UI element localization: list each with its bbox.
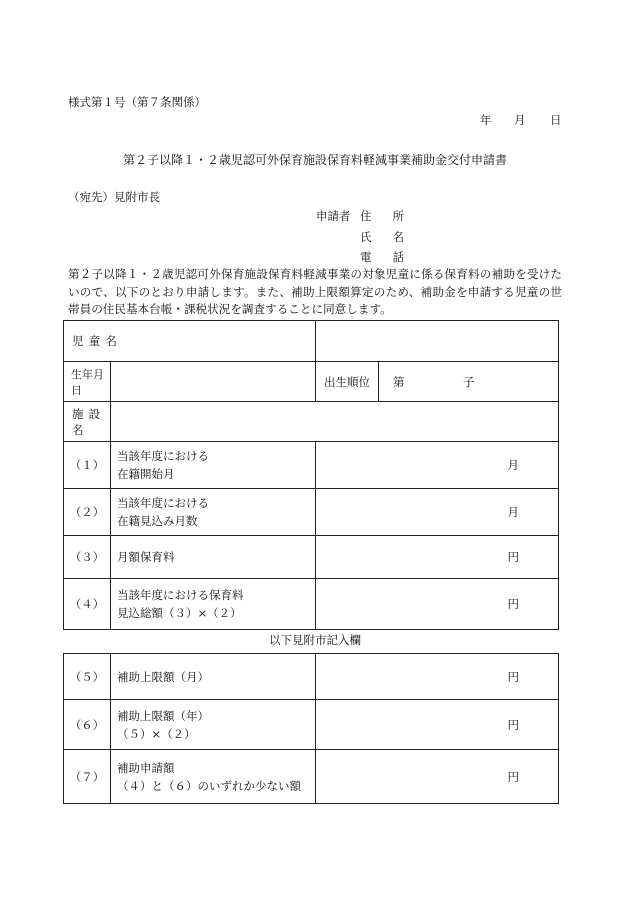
item-6-number: （６） bbox=[64, 700, 111, 750]
item-1-unit: 月 bbox=[507, 458, 520, 472]
document-title: 第２子以降１・２歳児認可外保育施設保育料軽減事業補助金交付申請書 bbox=[122, 153, 507, 167]
item-2-unit: 月 bbox=[507, 505, 520, 519]
applicant-label: 申請者 bbox=[316, 209, 351, 223]
child-name-row bbox=[64, 321, 559, 362]
item-5-line-1: 補助上限額（月） bbox=[117, 669, 209, 684]
applicant-address-field[interactable] bbox=[360, 209, 404, 223]
birth-order-label: 出生順位 bbox=[316, 362, 379, 402]
item-7-line-2: （４）と（６）のいずれか少ない額 bbox=[117, 778, 301, 793]
city-use-caption: 以下見附市記入欄 bbox=[269, 633, 361, 647]
item-row-1 bbox=[64, 442, 559, 489]
facility-row bbox=[64, 402, 559, 442]
item-row-2 bbox=[64, 489, 559, 536]
item-1-number: （１） bbox=[64, 442, 111, 489]
item-row-6 bbox=[64, 700, 559, 750]
item-1-line-2: 在籍開始月 bbox=[117, 467, 175, 481]
item-6-line-2: （５）×（２） bbox=[117, 726, 196, 741]
item-6-description bbox=[111, 700, 316, 750]
item-4-description bbox=[111, 579, 316, 630]
child-name-input[interactable] bbox=[316, 321, 559, 362]
name-label-char-2: 名 bbox=[392, 230, 404, 244]
birth-order-suffix: 子 bbox=[463, 374, 475, 389]
item-7-description bbox=[111, 750, 316, 804]
item-3-unit: 円 bbox=[507, 550, 520, 564]
item-3-value[interactable] bbox=[316, 536, 559, 579]
item-5-description bbox=[111, 654, 316, 700]
address-label-char-1: 住 bbox=[360, 209, 372, 223]
item-7-value[interactable] bbox=[316, 750, 559, 804]
date-day-label: 日 bbox=[550, 113, 562, 127]
facility-label: 施設名 bbox=[64, 402, 111, 442]
addressee: （宛先）見附市長 bbox=[68, 190, 160, 204]
item-3-number: （３） bbox=[64, 536, 111, 579]
item-2-line-2: 在籍見込み月数 bbox=[117, 514, 198, 528]
consent-statement bbox=[68, 266, 562, 319]
item-4-line-1: 当該年度における保育料 bbox=[117, 588, 244, 602]
item-row-4 bbox=[64, 579, 559, 630]
phone-label-char-2: 話 bbox=[392, 250, 404, 264]
birth-order-prefix: 第 bbox=[393, 374, 405, 389]
item-5-unit: 円 bbox=[507, 669, 519, 684]
item-2-line-1: 当該年度における bbox=[117, 496, 209, 510]
birthdate-input[interactable] bbox=[111, 362, 316, 402]
consent-line-3: 帯員の住民基本台帳・課税状況を調査することに同意します。 bbox=[68, 302, 392, 316]
address-label-char-2: 所 bbox=[392, 209, 404, 223]
item-1-description bbox=[111, 442, 316, 489]
item-3-line-1: 月額保育料 bbox=[117, 550, 175, 564]
application-date[interactable] bbox=[480, 113, 562, 127]
item-1-value[interactable] bbox=[316, 442, 559, 489]
consent-line-2: いので、以下のとおり申請します。また、補助上限額算定のため、補助金を申請する児童の世 bbox=[68, 284, 562, 299]
item-5-value[interactable] bbox=[316, 654, 559, 700]
item-6-unit: 円 bbox=[507, 717, 519, 732]
item-4-line-2: 見込総額（３）×（２） bbox=[117, 606, 242, 620]
item-4-unit: 円 bbox=[507, 597, 520, 611]
item-2-number: （２） bbox=[64, 489, 111, 536]
item-4-value[interactable] bbox=[316, 579, 559, 630]
item-6-value[interactable] bbox=[316, 700, 559, 750]
item-row-5 bbox=[64, 654, 559, 700]
item-6-line-1: 補助上限額（年） bbox=[117, 708, 209, 723]
consent-line-1: 第２子以降１・２歳児認可外保育施設保育料軽減事業の対象児童に係る保育料の補助を受けた bbox=[68, 267, 562, 281]
item-7-line-1: 補助申請額 bbox=[117, 760, 175, 775]
child-name-label-cell bbox=[64, 321, 316, 362]
date-year-label: 年 bbox=[480, 113, 492, 127]
item-7-number: （７） bbox=[64, 750, 111, 804]
item-2-description bbox=[111, 489, 316, 536]
item-4-number: （４） bbox=[64, 579, 111, 630]
item-row-3 bbox=[64, 536, 559, 579]
item-3-description bbox=[111, 536, 316, 579]
item-1-line-1: 当該年度における bbox=[117, 449, 209, 463]
child-name-label: 児童名 bbox=[72, 334, 123, 348]
birthdate-row bbox=[64, 362, 559, 402]
item-7-unit: 円 bbox=[507, 769, 519, 784]
application-table bbox=[63, 320, 559, 630]
item-5-number: （５） bbox=[64, 654, 111, 700]
city-use-table bbox=[63, 653, 559, 804]
facility-input[interactable] bbox=[111, 402, 559, 442]
date-month-label: 月 bbox=[514, 113, 526, 127]
name-label-char-1: 氏 bbox=[360, 230, 372, 244]
birth-order-input[interactable] bbox=[379, 362, 559, 402]
applicant-phone-field[interactable] bbox=[360, 250, 404, 264]
form-number: 様式第１号（第７条関係） bbox=[68, 95, 206, 109]
item-2-value[interactable] bbox=[316, 489, 559, 536]
item-row-7 bbox=[64, 750, 559, 804]
applicant-name-field[interactable] bbox=[360, 230, 404, 244]
phone-label-char-1: 電 bbox=[360, 250, 372, 264]
birthdate-label: 生年月日 bbox=[64, 362, 111, 402]
